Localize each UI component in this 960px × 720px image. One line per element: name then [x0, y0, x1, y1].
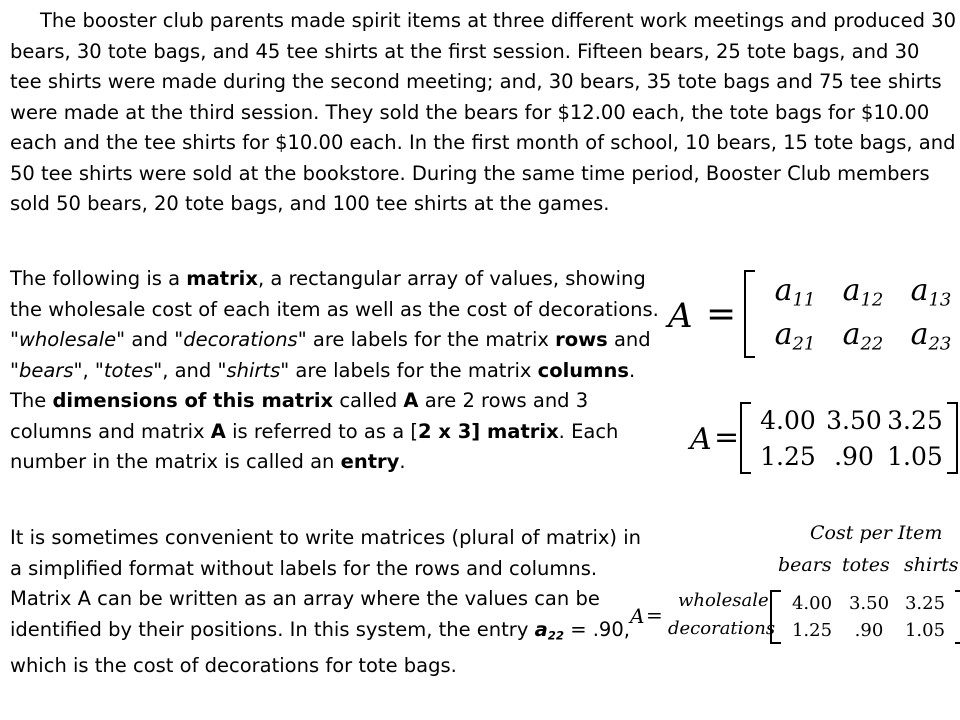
- left-bracket: [770, 590, 781, 644]
- bold-term-columns: columns: [537, 358, 629, 382]
- entry-variable: a: [534, 617, 548, 641]
- labeled-matrix: [770, 590, 960, 644]
- matrix-entry: 4.00: [760, 405, 816, 435]
- entry-subscript: 22: [547, 628, 564, 642]
- entry-subscript: 22: [860, 333, 884, 355]
- matrix-entry: 3.50: [826, 405, 882, 435]
- matrix-caption: Cost per Item: [810, 522, 943, 544]
- right-bracket: [947, 402, 958, 474]
- bold-term-dimensions: dimensions of this matrix: [52, 389, 334, 412]
- right-bracket: [955, 590, 960, 644]
- bold-term-a: A: [210, 419, 226, 443]
- labeled-matrix-cells: [781, 590, 955, 644]
- matrix-entry: .90: [834, 441, 874, 471]
- row-label-decorations: decorations: [668, 618, 776, 639]
- text-run: are 2 rows and 3 columns and matrix: [10, 389, 589, 443]
- text-run: .: [399, 450, 406, 473]
- matrix-entry: 1.05: [887, 441, 943, 471]
- equals-sign: =: [706, 294, 737, 335]
- italic-label-totes: totes: [103, 358, 154, 382]
- matrix-entry: [911, 317, 952, 354]
- matrix-entry: [843, 317, 884, 354]
- matrix-entry: 4.00: [791, 593, 833, 614]
- matrix-entry: [775, 317, 816, 354]
- equals-sign: =: [714, 420, 740, 455]
- matrix-entry: 1.25: [791, 620, 833, 641]
- left-bracket: [744, 270, 755, 358]
- text-run: . Each number in the matrix is called an: [10, 419, 619, 473]
- entry-variable: a: [774, 317, 793, 353]
- entry-variable: a: [910, 317, 929, 353]
- text-run: It is sometimes convenient to write matrices (plural of matrix) in a simplified format without labels for the rows and columns. Matrix A can be written as an array where the values can be identified by their positions. In this system, the entry: [10, 526, 641, 641]
- labeled-matrix-equation: [630, 520, 958, 650]
- simplified-format-paragraph: [10, 523, 650, 681]
- text-run: = .90, which is the cost of decorations for tote bags.: [10, 617, 630, 677]
- bold-term-a: A: [403, 389, 419, 412]
- matrix-entry: 3.25: [887, 405, 943, 435]
- values-matrix-equation: [690, 400, 952, 480]
- bold-term-matrix: matrix: [186, 267, 258, 290]
- matrix-entry: [843, 273, 884, 310]
- matrix-lhs: A: [630, 604, 645, 628]
- matrix-lhs: A: [690, 422, 712, 457]
- row-label-wholesale: wholesale: [678, 590, 769, 611]
- bold-term-2x3-matrix: 2 x 3] matrix: [418, 419, 559, 443]
- bold-term-rows: rows: [555, 328, 608, 351]
- text-run: " and ": [116, 328, 184, 351]
- general-matrix-cells: [755, 270, 960, 358]
- text-run: ", and ": [153, 358, 227, 382]
- matrix-entry: .90: [854, 620, 884, 641]
- matrix-lhs: A: [668, 296, 693, 336]
- italic-label-bears: bears: [18, 358, 74, 382]
- matrix-entry: 1.25: [760, 441, 816, 471]
- text-run: called: [333, 389, 404, 412]
- col-label-bears: bears: [778, 554, 832, 576]
- matrix-definition-paragraph: [10, 264, 670, 478]
- italic-label-shirts: shirts: [226, 358, 281, 382]
- col-label-shirts: shirts: [904, 554, 959, 576]
- entry-subscript: 12: [860, 289, 884, 311]
- text-run: . The: [10, 358, 636, 412]
- entry-subscript: 23: [928, 333, 952, 355]
- entry-subscript: 13: [928, 289, 952, 311]
- italic-label-wholesale: wholesale: [18, 328, 117, 351]
- intro-paragraph: [10, 6, 956, 220]
- entry-a22: [535, 618, 564, 641]
- entry-variable: a: [842, 273, 861, 309]
- general-matrix-equation: [668, 268, 958, 364]
- text-run: ", ": [73, 358, 104, 382]
- intro-text: The booster club parents made spirit items at three different work meetings and produced 30 bears, 30 tote bags, and 45 tee shirts at the first session. Fifteen bears, 25 tote bags, and 30 tee shirts were made during the second meeting; and, 30 bears, 35 tote bags and 75 tee shirts were made at the third session. They sold the bears for $12.00 each, the tote bags for $10.00 each and the tee shirts for $10.00 each. In the first month of school, 10 bears, 15 tote bags, and 50 tee shirts were sold at the bookstore. During the same time period, Booster Club members sold 50 bears, 20 tote bags, and 100 tee shirts at the games.: [10, 9, 956, 215]
- values-matrix-cells: [751, 402, 947, 474]
- matrix-entry: 3.50: [848, 593, 890, 614]
- equals-sign: =: [646, 603, 663, 627]
- entry-subscript: 21: [792, 333, 816, 355]
- matrix-entry: 1.05: [904, 620, 946, 641]
- matrix-entry: [911, 273, 952, 310]
- left-bracket: [740, 402, 751, 474]
- matrix-entry: [775, 273, 816, 310]
- entry-variable: a: [910, 273, 929, 309]
- text-run: " are labels for the matrix: [297, 328, 556, 351]
- matrix-entry: 3.25: [904, 593, 946, 614]
- text-run: The following is a: [10, 267, 187, 290]
- bold-term-entry: entry: [340, 450, 400, 473]
- text-run: " are labels for the matrix: [280, 358, 538, 382]
- entry-subscript: 11: [792, 289, 816, 311]
- text-run: and ": [10, 328, 651, 382]
- values-matrix: [740, 402, 958, 474]
- entry-variable: a: [842, 317, 861, 353]
- col-label-totes: totes: [842, 554, 890, 576]
- general-matrix: [744, 270, 960, 358]
- text-run: , a rectangular array of values, showing the wholesale cost of each item as well as the cost of decorations. ": [10, 267, 659, 351]
- italic-label-decorations: decorations: [183, 328, 298, 351]
- entry-variable: a: [774, 273, 793, 309]
- text-run: is referred to as a [: [225, 419, 418, 443]
